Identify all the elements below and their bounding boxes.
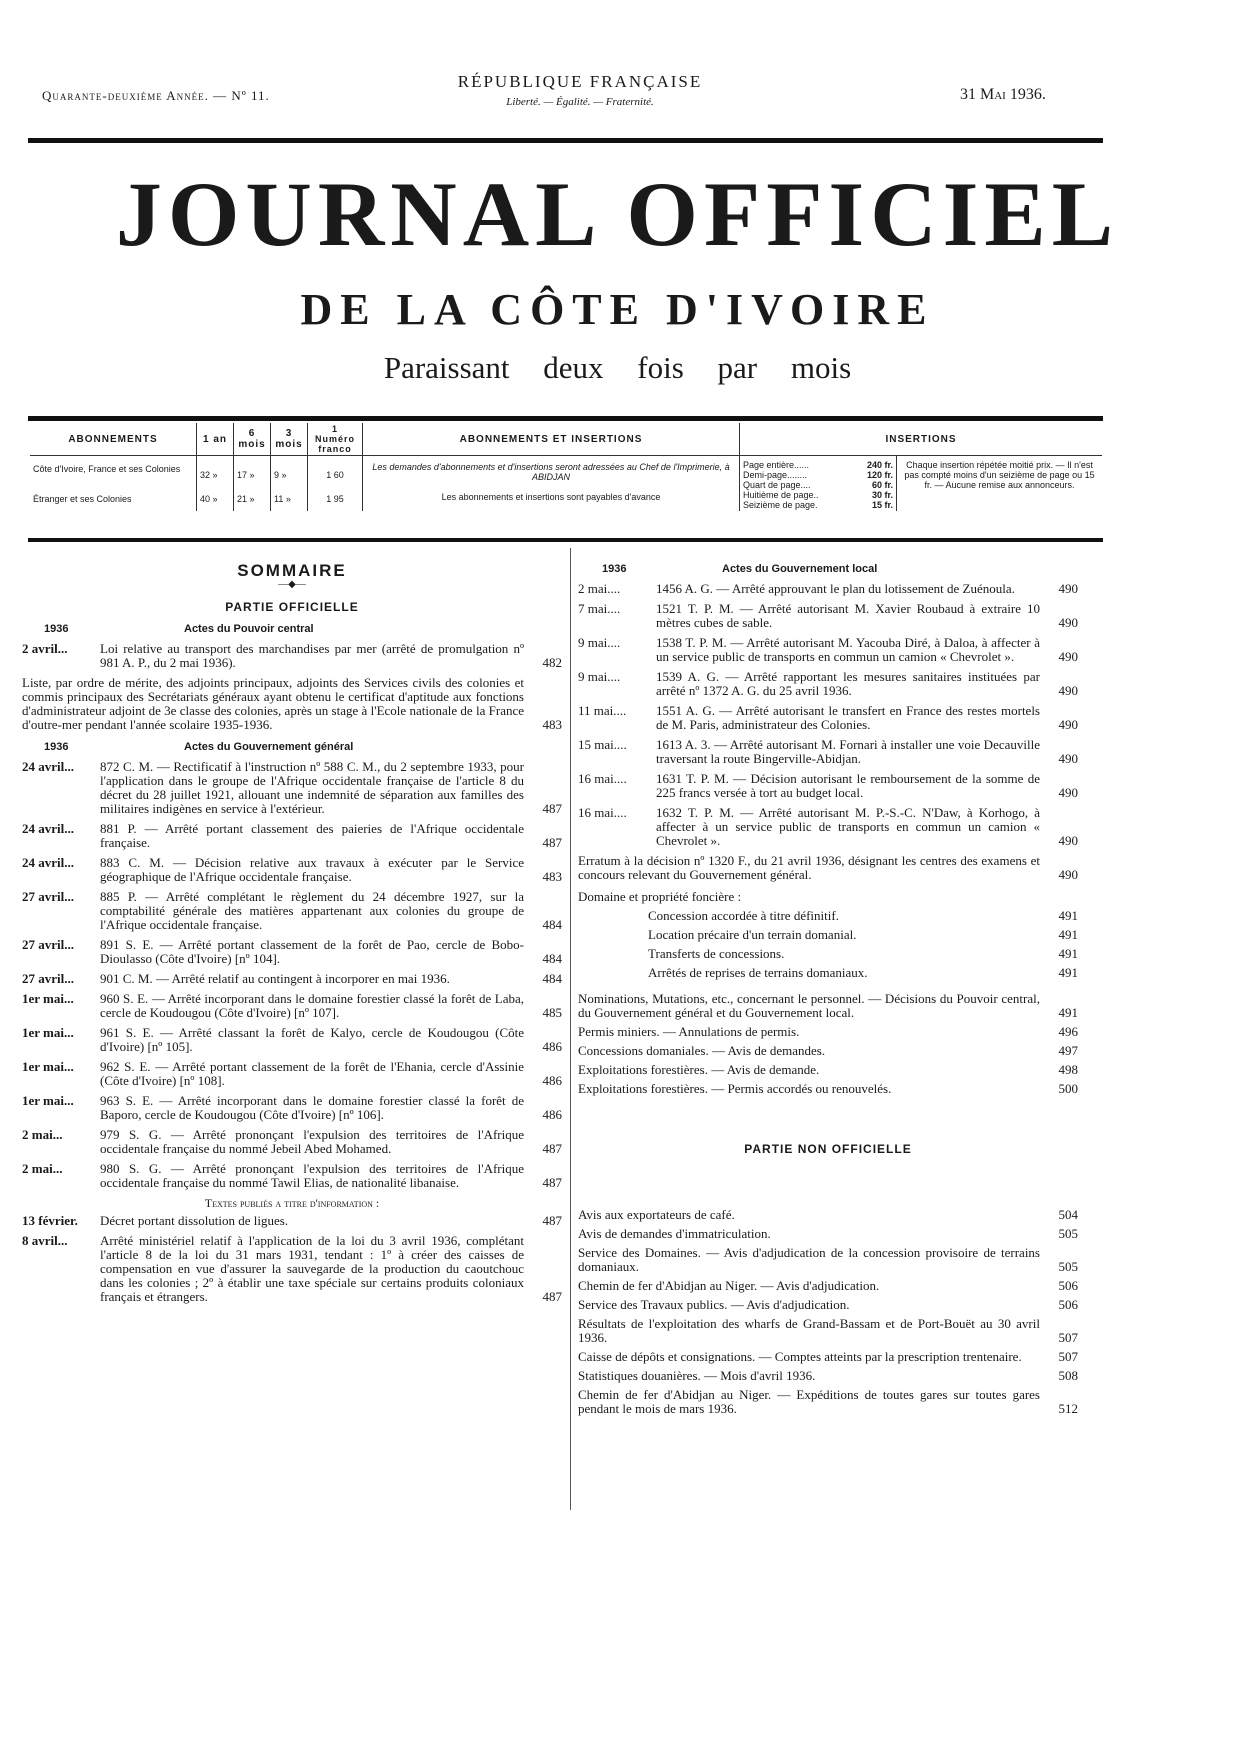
issue-date: 31 Mai 1936. [960,86,1046,103]
row1-6mois: 17 » [234,456,271,494]
toc-entry: Service des Travaux publics. — Avis d'adjudication. 506 [578,1297,1078,1312]
col-6mois: 6 mois [234,423,271,456]
row2-label: Étranger et ses Colonies [33,494,132,505]
toc-entry: 8 avril... Arrêté ministériel relatif à l'application de la loi du 3 avril 1936, complétant l'article 8 de la loi du 31 mars 1931, tendant : 1º à créer des caisses de compensation en vue d'assurer la sauvegarde de la production du caoutchouc dans les colonies ; 2º à établir une taxe spéciale sur certains produits coloniaux français et étrangers. 487 [22,1233,562,1304]
toc-entry: 1er mai... 963 S. E. — Arrêté incorporant dans le domaine forestier classé la forêt de Baporo, cercle de Koudougou (Côte d'Ivoire) [nº 106]. 486 [22,1093,562,1122]
toc-entry: Arrêtés de reprises de terrains domaniaux. 491 [648,965,1078,980]
row1-1an: 32 » [197,456,234,494]
toc-entry: Location précaire d'un terrain domanial. 491 [648,927,1078,942]
toc-entry: 9 mai.... 1539 A. G. — Arrêté rapportant les mesures sanitaires instituées par arrêté nº 1372 A. G. du 25 avril 1936. 490 [578,669,1078,698]
subs-notes [363,456,740,512]
toc-entry: Avis aux exportateurs de café. 504 [578,1207,1078,1222]
col-ab-ins: ABONNEMENTS ET INSERTIONS [363,423,740,456]
toc-entry: 16 mai.... 1632 T. P. M. — Arrêté autorisant M. P.-S.-C. N'Daw, à Korhogo, à affecter à un service public de transports en commun un camion « Chevrolet ». 490 [578,805,1078,848]
right-column [578,562,1078,1421]
toc-entry: Exploitations forestières. — Permis accordés ou renouvelés. 500 [578,1081,1078,1096]
col-abonnements: ABONNEMENTS [30,423,197,456]
toc-entry: 27 avril... 885 P. — Arrêté complétant le règlement du 24 décembre 1927, sur la comptabilité générale des matières appartenant aux colonies du groupe de l'Afrique occidentale française. 484 [22,889,562,932]
col-3mois: 3 mois [271,423,308,456]
section-gouvernement-local: 1936 Actes du Gouvernement local [602,563,878,575]
toc-entry: Nominations, Mutations, etc., concernant le personnel. — Décisions du Pouvoir central, du Gouvernement général et du Gouvernement local. 491 [578,991,1078,1020]
price-row: Demi-page........ 120 fr. [743,470,893,480]
toc-entry: 24 avril... 883 C. M. — Décision relative aux travaux à exécuter par le Service géographique de l'Afrique occidentale française. 483 [22,855,562,884]
row2-6mois: 21 » [234,493,271,511]
subs-note-1: Les demandes d'abonnements et d'insertions seront adressées au Chef de l'Imprimerie, à ABIDJAN [372,462,730,482]
toc-entry: 24 avril... 881 P. — Arrêté portant classement des paieries de l'Afrique occidentale française. 487 [22,821,562,850]
row1-numero: 1 60 [308,456,363,494]
top-rule [28,138,1103,143]
textes-information-heading: Textes publiés a titre d'information : [204,1196,380,1210]
toc-entry: Exploitations forestières. — Avis de demande. 498 [578,1062,1078,1077]
journal-subtitle: DE LA CÔTE D'IVOIRE [300,285,935,334]
row2-1an: 40 » [197,493,234,511]
col-insertions: INSERTIONS [740,423,1103,456]
journal-title: JOURNAL OFFICIEL [115,163,1120,265]
toc-entry: 1er mai... 962 S. E. — Arrêté portant classement de la forêt de l'Ehania, cercle d'Assinie (Côte d'Ivoire) [nº 108]. 486 [22,1059,562,1088]
toc-entry: Résultats de l'exploitation des wharfs de Grand-Bassam et de Port-Bouët au 30 avril 1936. 507 [578,1316,1078,1345]
toc-entry: Chemin de fer d'Abidjan au Niger. — Expéditions de toutes gares sur toutes gares pendant le mois de mars 1936. 512 [578,1387,1078,1416]
row1-label: Côte d'Ivoire, France et ses Colonies [33,464,181,474]
toc-entry: Statistiques douanières. — Mois d'avril 1936. 508 [578,1368,1078,1383]
domaine-heading: Domaine et propriété foncière : [578,889,742,904]
repeat-note: Chaque insertion répétée moitié prix. — Il n'est pas compté moins d'un seizième de page ou 15 fr. — Aucune remise aux annonceurs. [897,456,1103,512]
toc-entry: Erratum à la décision nº 1320 F., du 21 avril 1936, désignant les centres des examens et concours relevant du Gouvernement général. 490 [578,853,1078,882]
toc-entry: 13 février. Décret portant dissolution de ligues. 487 [22,1213,562,1228]
toc-entry: Transferts de concessions. 491 [648,946,1078,961]
subscription-table [30,423,1102,511]
toc-entry: 27 avril... 891 S. E. — Arrêté portant classement de la forêt de Pao, cercle de Bobo-Dioulasso (Côte d'Ivoire) [nº 104]. 484 [22,937,562,966]
toc-entry: Permis miniers. — Annulations de permis. 496 [578,1024,1078,1039]
toc-entry: Avis de demandes d'immatriculation. 505 [578,1226,1078,1241]
toc-entry: 11 mai.... 1551 A. G. — Arrêté autorisant le transfert en France des restes mortels de M. Paris, administrateur des Colonies. 490 [578,703,1078,732]
toc-entry: 16 mai.... 1631 T. P. M. — Décision autorisant le remboursement de la somme de 225 francs versée à tort au budget local. 490 [578,771,1078,800]
toc-entry: 2 avril... Loi relative au transport des marchandises par mer (arrêté de promulgation nº 981 A. P., du 2 mai 1936). 482 [22,641,562,670]
toc-entry: Service des Domaines. — Avis d'adjudication de la concession provisoire de terrains domaniaux. 505 [578,1245,1078,1274]
section-pouvoir-central: 1936 Actes du Pouvoir central [44,623,314,635]
row1-3mois: 9 » [271,456,308,494]
section-gouvernement-general: 1936 Actes du Gouvernement général [44,741,354,753]
toc-entry: 2 mai... 980 S. G. — Arrêté prononçant l'expulsion des territoires de l'Afrique occidentale française du nommé Tawil Elias, de nationalité libanaise. 487 [22,1161,562,1190]
toc-entry: Chemin de fer d'Abidjan au Niger. — Avis d'adjudication. 506 [578,1278,1078,1293]
row2-numero: 1 95 [308,493,363,511]
price-row: Quart de page.... 60 fr. [743,480,893,490]
toc-entry: Caisse de dépôts et consignations. — Comptes atteints par la prescription trentenaire. 507 [578,1349,1078,1364]
toc-entry: 2 mai... 979 S. G. — Arrêté prononçant l'expulsion des territoires de l'Afrique occidentale française du nommé Jebeil Abed Mohamed. 487 [22,1127,562,1156]
toc-entry: 2 mai.... 1456 A. G. — Arrêté approuvant le plan du lotissement de Zuénoula. 490 [578,581,1078,596]
partie-non-officielle-heading: PARTIE NON OFFICIELLE [744,1142,912,1156]
subs-note-2: Les abonnements et insertions sont payables d'avance [441,492,661,502]
toc-entry: 24 avril... 872 C. M. — Rectificatif à l'instruction nº 588 C. M., du 2 septembre 1933, pour l'application dans le groupe de l'Afrique occidentale française de l'article 8 du décret du 28 juillet 1921, allouant une indemnité de séparation aux familles des militaires indigènes en service à l'extérieur. 487 [22,759,562,816]
year-issue: Quarante-deuxième Année. — Nº 11. [42,88,270,103]
republic-label: RÉPUBLIQUE FRANÇAISE [457,72,703,91]
toc-entry: Liste, par ordre de mérite, des adjoints principaux, adjoints des Services civils des colonies et commis principaux des Secrétariats généraux ayant obtenu le certificat d'aptitude aux fonctions d'administrateur adjoint de 3e classe des colonies, après un stage à l'Ecole nationale de la France d'outre-mer pendant l'année scolaire 1935-1936. 483 [22,675,562,732]
price-row: Page entière...... 240 fr. [743,460,893,470]
toc-entry: 15 mai.... 1613 A. 3. — Arrêté autorisant M. Fornari à installer une voie Decauville traversant la route Bingerville-Abidjan. 490 [578,737,1078,766]
toc-entry: Concessions domaniales. — Avis de demandes. 497 [578,1043,1078,1058]
subs-top-rule [28,416,1103,421]
price-list [740,456,897,512]
col-1an: 1 an [197,423,234,456]
partie-officielle-heading: PARTIE OFFICIELLE [225,600,359,614]
toc-entry: 7 mai.... 1521 T. P. M. — Arrêté autorisant M. Xavier Roubaud à extraire 10 mètres cubes de sable. 490 [578,601,1078,630]
motto: Liberté. — Égalité. — Fraternité. [506,96,654,108]
left-column [22,560,562,1310]
ornament: —◆— [278,579,306,590]
price-row: Seizième de page. 15 fr. [743,500,893,510]
subs-bottom-rule [28,538,1103,542]
col-numero: 1 Numéro franco [308,423,363,456]
toc-entry: Concession accordée à titre définitif. 491 [648,908,1078,923]
sommaire-heading: SOMMAIRE [237,561,347,580]
toc-entry: 1er mai... 961 S. E. — Arrêté classant la forêt de Kalyo, cercle de Koudougou (Côte d'Ivoire) [nº 105]. 486 [22,1025,562,1054]
row2-3mois: 11 » [271,493,308,511]
toc-entry: 9 mai.... 1538 T. P. M. — Arrêté autorisant M. Yacouba Diré, à Daloa, à affecter à un service public de transports en commun un camion « Chevrolet ». 490 [578,635,1078,664]
toc-entry: 27 avril... 901 C. M. — Arrêté relatif au contingent à incorporer en mai 1936. 484 [22,971,562,986]
journal-tagline: Paraissant deux fois par mois [383,350,852,385]
column-divider [570,548,571,1510]
price-row: Huitième de page.. 30 fr. [743,490,893,500]
toc-entry: 1er mai... 960 S. E. — Arrêté incorporant dans le domaine forestier classé la forêt de Laba, cercle de Koudougou (Côte d'Ivoire) [nº 107]. 485 [22,991,562,1020]
